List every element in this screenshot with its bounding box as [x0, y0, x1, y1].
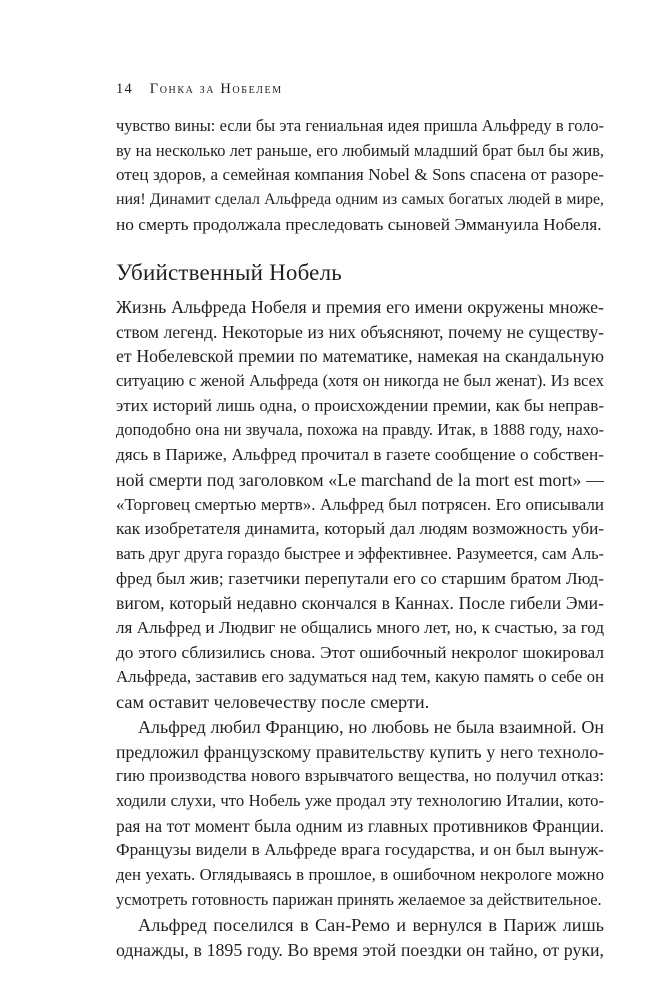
- text-line: ния! Динамит сделал Альфреда одним из самых богатых людей в мире,: [116, 191, 604, 209]
- text-line: ля Альфред и Людвиг не общались много лет, но, к счастью, за год: [116, 617, 604, 637]
- text-line: сам оставит человечеству после смерти.: [116, 692, 430, 712]
- text-line: отец здоров, а семейная компания Nobel & Sons спасена от разоре-: [116, 165, 604, 185]
- text-line: предложил французскому правительству купить у него техноло-: [116, 741, 604, 762]
- paragraph-2: [116, 715, 604, 913]
- text-line: дясь в Париже, Альфред прочитал в газете сообщение о собствен-: [116, 445, 604, 465]
- text-line: фред был жив; газетчики перепутали его со старшим братом Люд-: [116, 568, 604, 588]
- text-line: ву на несколько лет раньше, его любимый младший брат был бы жив,: [116, 140, 604, 160]
- paragraph-3: [116, 913, 604, 962]
- text-line: «Торговец смертью мертв». Альфред был потрясен. Его описывали: [116, 494, 604, 514]
- paragraph-1: [116, 295, 604, 715]
- running-head-title: Гонка за Нобелем: [149, 81, 283, 97]
- text-line: чувство вины: если бы эта гениальная идея пришла Альфреду в голо-: [116, 116, 604, 135]
- intro-paragraph: [116, 114, 604, 237]
- text-line: ходили слухи, что Нобель уже продал эту технологию Италии, кото-: [116, 791, 604, 811]
- text-line: доподобно она ни звучала, похожа на правду. Итак, в 1888 году, нахо-: [116, 420, 604, 440]
- text-line: как изобретателя динамита, который дал людям возможность уби-: [116, 519, 604, 539]
- text-line: вигом, который недавно скончался в Каннах. После гибели Эми-: [116, 593, 604, 614]
- text-line: ден уехать. Оглядываясь в прошлое, в ошибочном некрологе можно: [116, 865, 604, 885]
- text-line: усмотреть готовность парижан принять желаемое за действительное.: [116, 889, 602, 909]
- text-line: гию производства нового взрывчатого вещества, но получил отказ:: [116, 766, 604, 786]
- text-line: этих историй лишь одна, о происхождении премии, как бы неправ-: [116, 395, 604, 415]
- text-line: но смерть продолжала преследовать сыновей Эммануила Нобеля.: [116, 214, 602, 234]
- text-line: ет Нобелевской премии по математике, намекая на скандальную: [116, 346, 604, 367]
- text-line: Альфред поселился в Сан-Ремо и вернулся в Париж лишь: [138, 915, 604, 935]
- section-heading: Убийственный Нобель: [116, 260, 342, 285]
- text-line: до этого сблизились снова. Этот ошибочный некролог шокировал: [116, 642, 604, 662]
- text-line: ной смерти под заголовком «Le marchand de la mort est mort» —: [116, 469, 604, 490]
- text-line: Жизнь Альфреда Нобеля и премия его имени окружены множе-: [116, 297, 604, 317]
- page-number: 14: [116, 81, 133, 97]
- text-line: ситуацию с женой Альфреда (хотя он никогда не был женат). Из всех: [116, 371, 604, 391]
- text-line: рая на тот момент была одним из главных противников Франции.: [116, 815, 604, 836]
- text-line: вать друг друга гораздо быстрее и эффективнее. Разумеется, сам Аль-: [116, 543, 604, 563]
- text-line: Альфреда, заставив его задуматься над тем, какую память о себе он: [116, 667, 604, 687]
- text-line: однажды, в 1895 году. Во время этой поездки он тайно, от руки,: [116, 939, 604, 960]
- text-line: Французы видели в Альфреде врага государства, и он был вынуж-: [116, 840, 604, 860]
- running-head: [116, 81, 283, 98]
- text-line: ством легенд. Некоторые из них объясняют, почему не существу-: [116, 321, 604, 342]
- text-line: Альфред любил Францию, но любовь не была взаимной. Он: [138, 717, 604, 737]
